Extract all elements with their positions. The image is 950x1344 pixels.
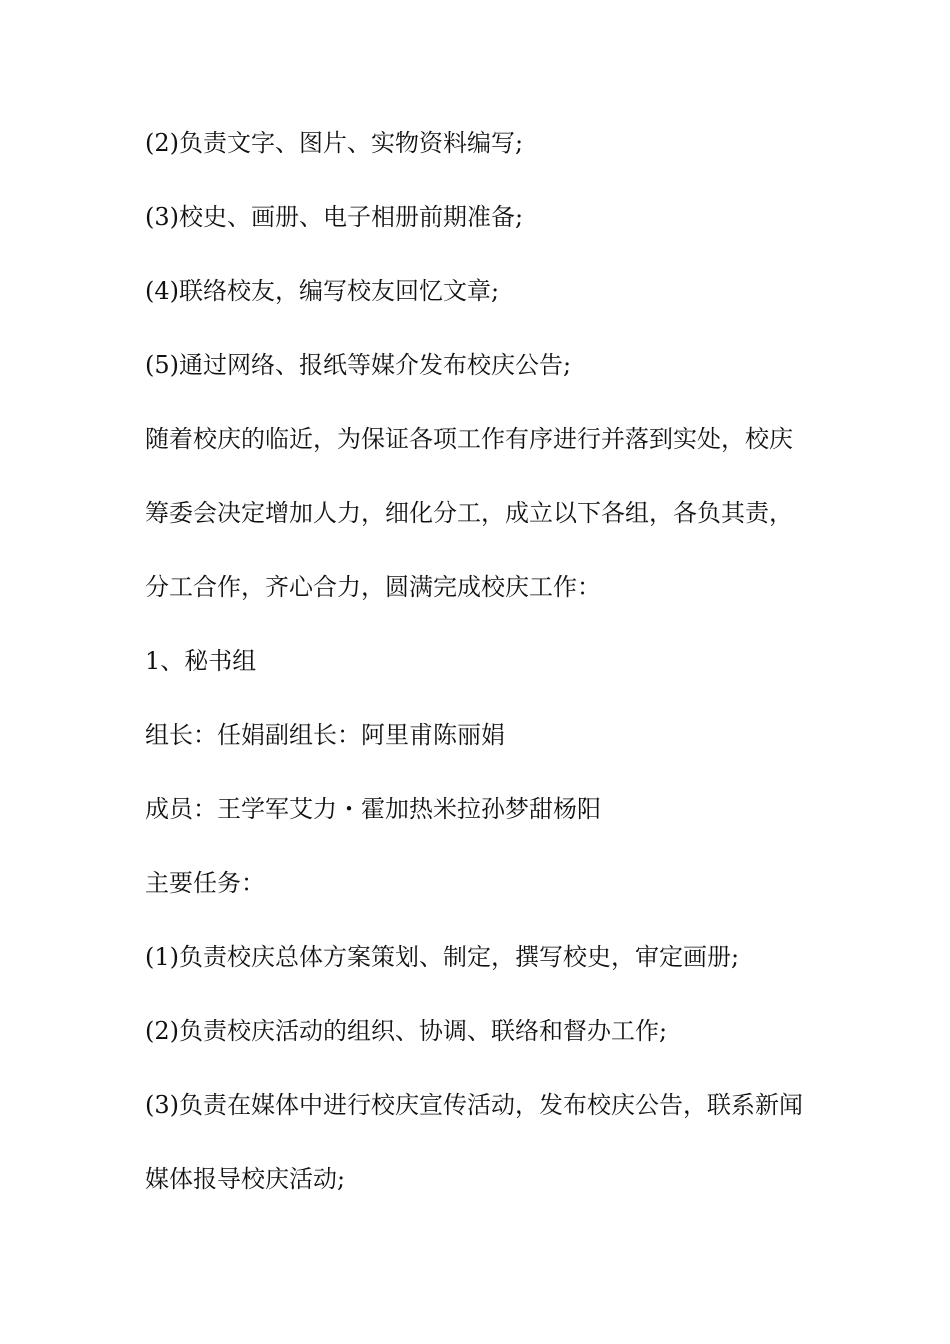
paragraph-intro-line-2: 筹委会决定增加人力，细化分工，成立以下各组，各负其责，	[145, 499, 793, 527]
list-item-4-alumni: (4)联络校友，编写校友回忆文章;	[145, 277, 500, 305]
list-item-5-announcement: (5)通过网络、报纸等媒介发布校庆公告;	[145, 351, 572, 379]
paragraph-intro-line-3: 分工合作，齐心合力，圆满完成校庆工作：	[145, 573, 601, 601]
document-body	[145, 131, 815, 1241]
task-item-1: (1)负责校庆总体方案策划、制定，撰写校史，审定画册;	[145, 943, 740, 971]
list-item-3-history-album: (3)校史、画册、电子相册前期准备;	[145, 203, 524, 231]
group-leaders: 组长：任娟副组长：阿里甫陈丽娟	[145, 721, 505, 749]
list-item-2-materials: (2)负责文字、图片、实物资料编写;	[145, 129, 524, 157]
paragraph-intro-line-1: 随着校庆的临近，为保证各项工作有序进行并落到实处，校庆	[145, 425, 793, 453]
task-item-3-line-2: 媒体报导校庆活动;	[145, 1165, 346, 1193]
task-item-2: (2)负责校庆活动的组织、协调、联络和督办工作;	[145, 1017, 668, 1045]
main-tasks-label: 主要任务：	[145, 869, 265, 897]
section-heading-secretariat: 1、秘书组	[145, 647, 257, 675]
task-item-3-line-1: (3)负责在媒体中进行校庆宣传活动，发布校庆公告，联系新闻	[145, 1091, 803, 1119]
group-members: 成员：王学军艾力・霍加热米拉孙梦甜杨阳	[145, 795, 601, 823]
